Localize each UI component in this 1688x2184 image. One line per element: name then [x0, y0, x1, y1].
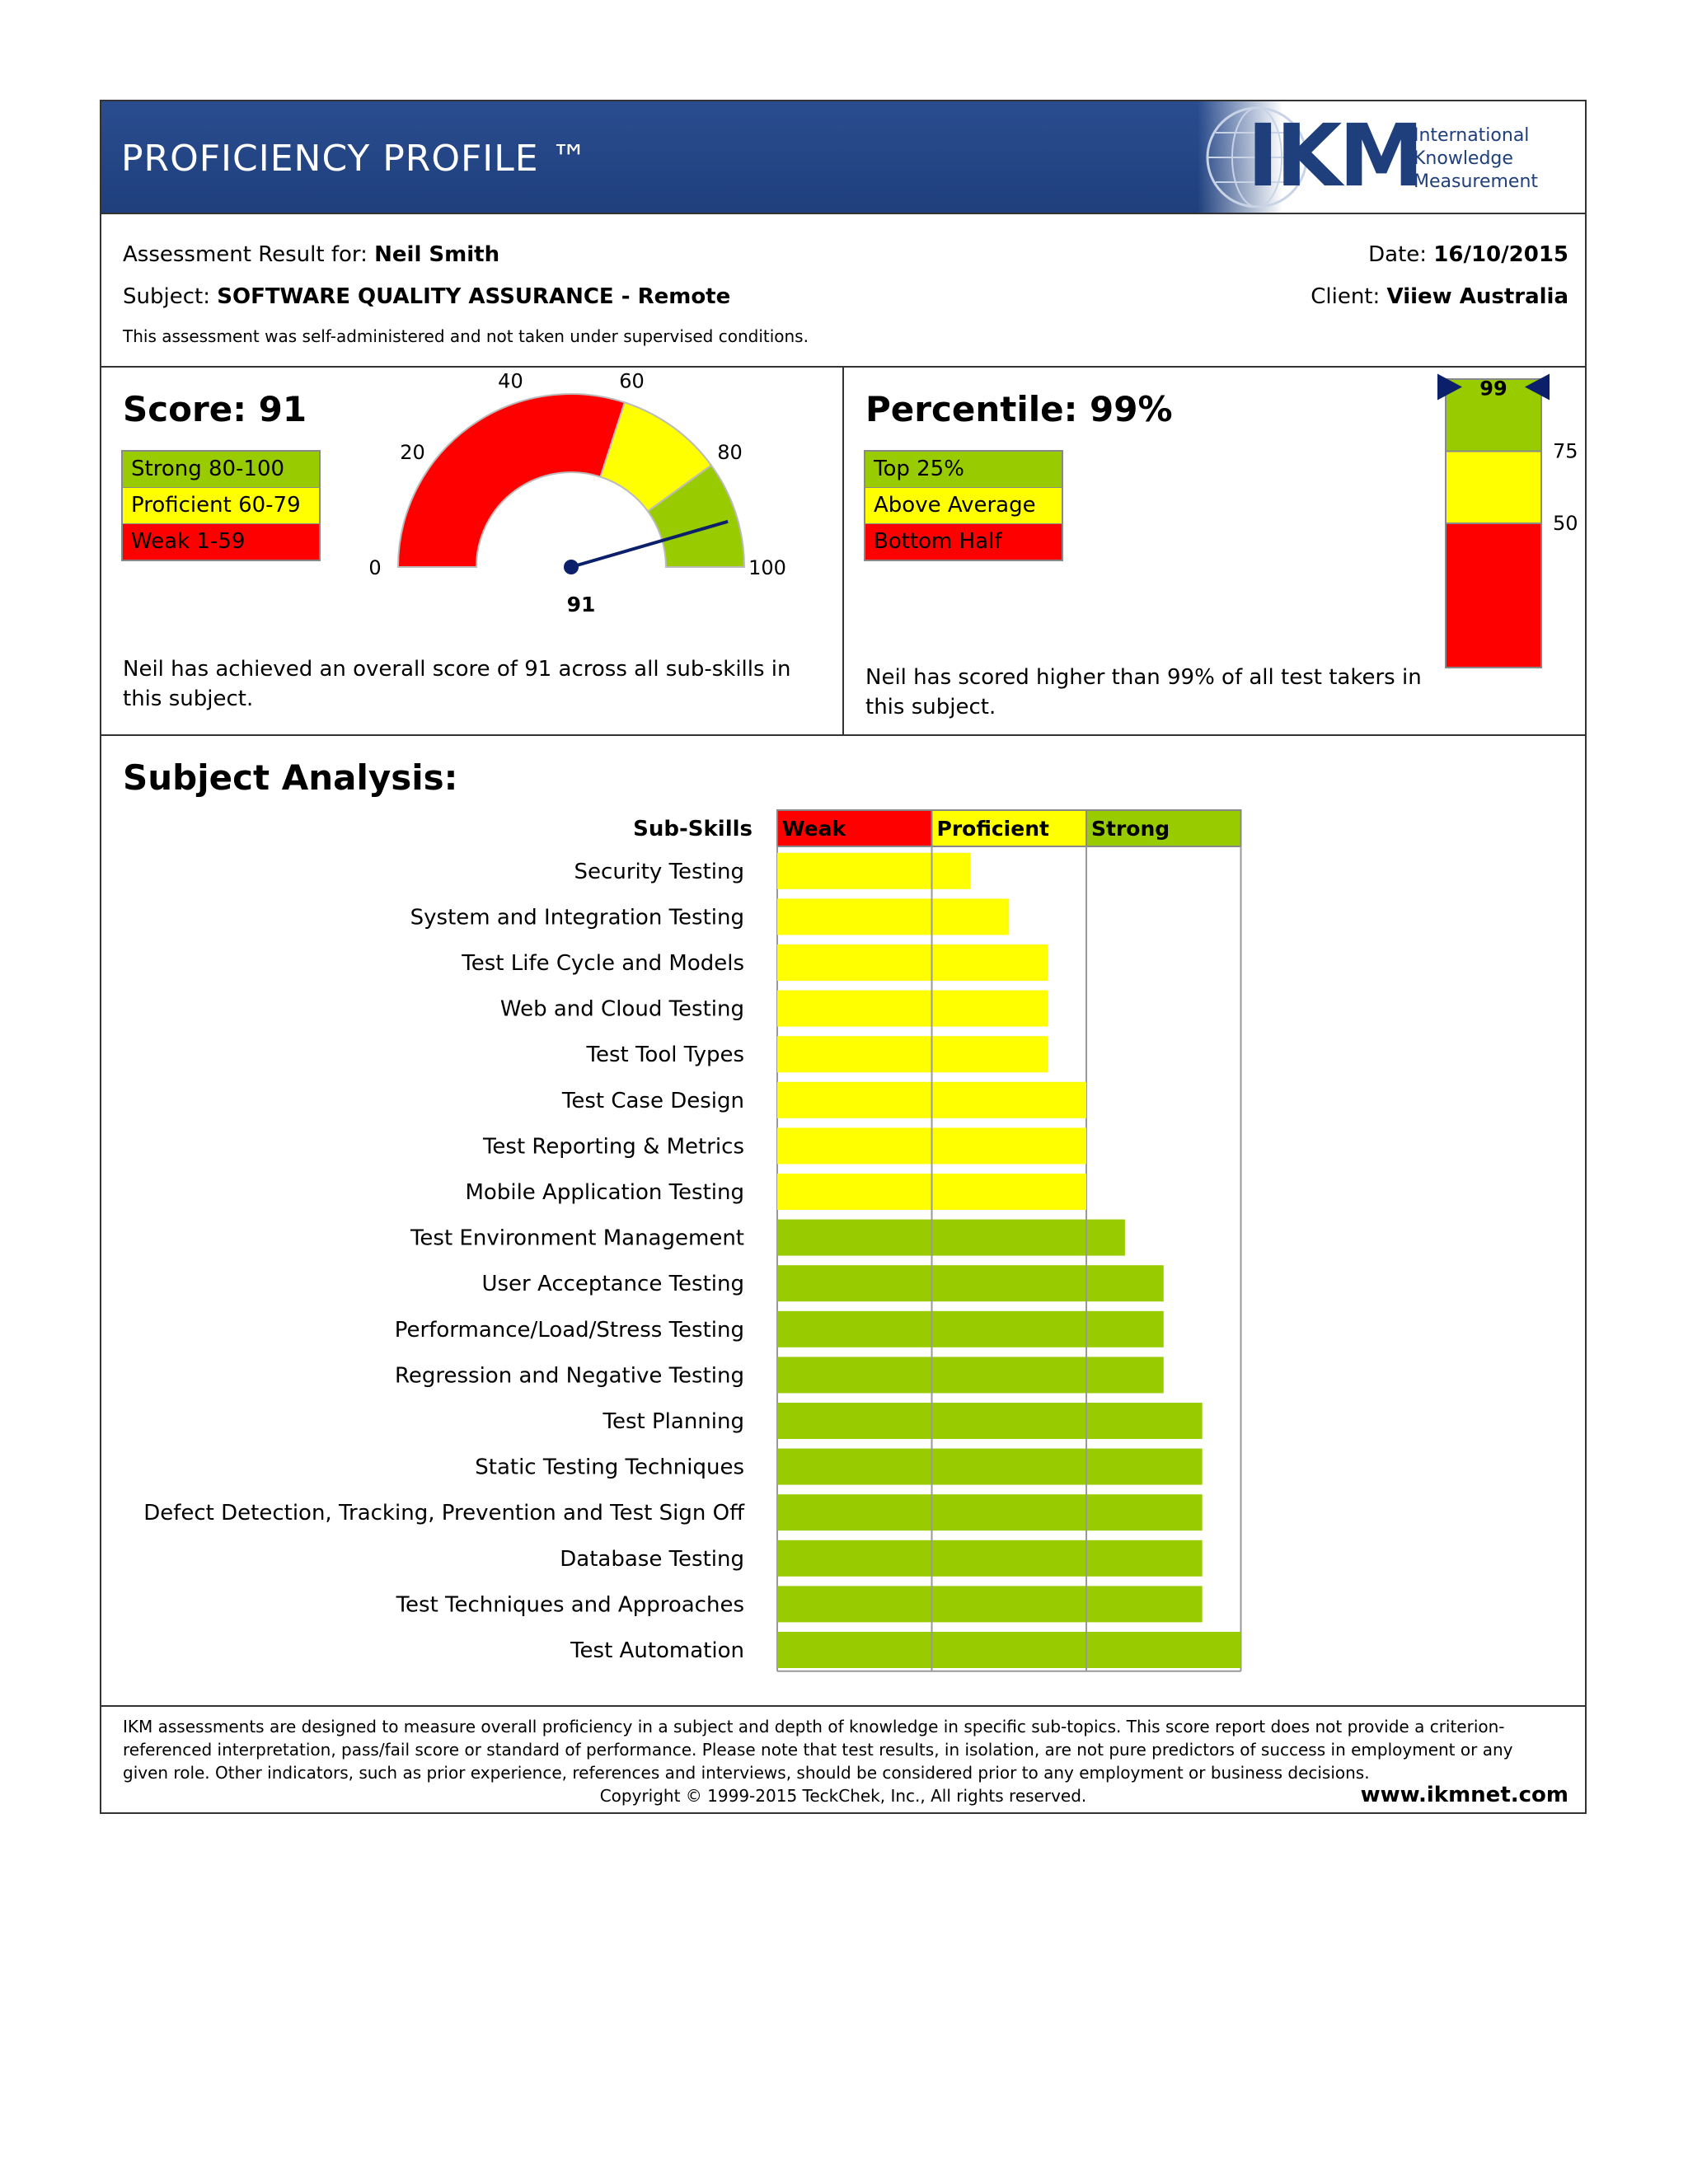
gauge-tick-label: 0: [368, 556, 382, 579]
skill-label: Mobile Application Testing: [465, 1180, 744, 1205]
skill-bar: [777, 1586, 1203, 1622]
gauge-tick-label: 40: [498, 369, 523, 393]
skill-label: Test Automation: [570, 1638, 744, 1663]
percentile-scale-label: 50: [1553, 512, 1578, 535]
legend-top: Top 25%: [865, 452, 1062, 488]
skill-bar: [777, 1311, 1164, 1347]
logo-line: International: [1414, 125, 1530, 146]
legend-weak: Weak 1-59: [123, 524, 319, 560]
subject-analysis: [101, 736, 1585, 1707]
skill-label: Test Case Design: [561, 1088, 744, 1113]
skill-bar: [777, 1403, 1203, 1439]
score-description: Neil has achieved an overall score of 91 across all sub-skills in this subject.: [123, 657, 791, 711]
skill-bar: [777, 898, 1009, 935]
report-title: PROFICIENCY PROFILE ™: [121, 138, 588, 180]
skill-label: System and Integration Testing: [410, 905, 744, 930]
skill-bar: [777, 1494, 1203, 1530]
skill-bar: [777, 944, 1048, 981]
candidate-row: [123, 242, 499, 267]
skill-label: Regression and Negative Testing: [394, 1363, 744, 1389]
band-header-label: Weak: [782, 817, 846, 841]
gauge-pivot: [564, 560, 579, 574]
supervision-note: This assessment was self-administered and not taken under supervised conditions.: [123, 326, 809, 346]
date-label: Date:: [1368, 242, 1428, 267]
skills-chart: [101, 810, 1585, 1684]
score-gauge: [368, 369, 786, 616]
report-footer: [101, 1705, 1585, 1812]
percentile-marker-label: 99: [1479, 377, 1507, 401]
percentile-description: Neil has scored higher than 99% of all test takers in this subject.: [865, 665, 1422, 719]
percentile-heading: Percentile: 99%: [865, 389, 1173, 429]
percentile-bottom-band: [1446, 523, 1541, 668]
skill-label: Defect Detection, Tracking, Prevention and Test Sign Off: [143, 1501, 744, 1526]
skill-label: Database Testing: [560, 1546, 744, 1572]
gauge-value-label: 91: [566, 593, 596, 616]
skill-label: Test Life Cycle and Models: [462, 951, 744, 976]
assessment-info: [101, 213, 1585, 368]
percentile-panel: [844, 368, 1585, 734]
skill-bar: [777, 1220, 1125, 1256]
date-value: 16/10/2015: [1433, 242, 1568, 267]
sub-skills-header: Sub-Skills: [633, 817, 753, 841]
skill-label: Web and Cloud Testing: [499, 996, 744, 1022]
date-row: [1368, 242, 1568, 267]
percentile-legend: [864, 450, 1063, 561]
skill-bar: [777, 1632, 1241, 1668]
subject-value: SOFTWARE QUALITY ASSURANCE - Remote: [217, 284, 731, 309]
gauge-tick-label: 60: [619, 369, 645, 393]
skill-label: User Acceptance Testing: [481, 1272, 744, 1297]
skill-label: Performance/Load/Stress Testing: [394, 1317, 744, 1343]
skill-label: Test Tool Types: [586, 1043, 744, 1068]
skill-label: Test Techniques and Approaches: [396, 1592, 744, 1618]
band-header-label: Proficient: [936, 817, 1049, 841]
skill-label: Test Planning: [603, 1409, 744, 1434]
gauge-tick-label: 100: [748, 556, 786, 579]
percentile-bar: [1413, 368, 1578, 697]
legend-strong: Strong 80-100: [123, 452, 319, 488]
skill-bar: [777, 1265, 1164, 1301]
skill-bar: [777, 1036, 1048, 1072]
skill-bar: [777, 1540, 1203, 1577]
score-panel: [101, 368, 844, 734]
report-header: [101, 101, 1585, 214]
skill-bar: [777, 853, 970, 889]
disclaimer: IKM assessments are designed to measure overall proficiency in a subject and depth of knowledge in specific sub-topics. This score report does not provide a criterion-referenced interpretation, pass/fail score or standard of performance. Please note that test results, in isolation, are not pure predictors of success in employment or any given role. Other indicators, such as prior experience, references and interviews, should be considered prior to any employment or business decisions.: [123, 1717, 1513, 1783]
copyright: Copyright © 1999-2015 TeckChek, Inc., All rights reserved.: [599, 1786, 1087, 1806]
skill-label: Test Reporting & Metrics: [482, 1134, 744, 1160]
percentile-above-average-band: [1446, 452, 1541, 524]
gauge-weak-band: [398, 394, 625, 567]
ikm-logo: [1198, 101, 1585, 213]
skill-bar: [777, 1357, 1164, 1393]
report-frame: [100, 100, 1587, 1814]
result-label: Assessment Result for:: [123, 242, 368, 267]
skill-label: Test Environment Management: [410, 1226, 744, 1251]
analysis-heading: Subject Analysis:: [123, 757, 458, 798]
legend-bottom-half: Bottom Half: [865, 524, 1062, 560]
score-heading: Score: 91: [123, 389, 307, 429]
client-label: Client:: [1311, 284, 1381, 309]
logo-line: Measurement: [1414, 171, 1539, 192]
candidate-name: Neil Smith: [374, 242, 500, 267]
skill-bar: [777, 1449, 1203, 1485]
skill-label: Security Testing: [574, 859, 744, 884]
client-value: Viiew Australia: [1386, 284, 1568, 309]
logo-line: Knowledge: [1414, 148, 1513, 169]
band-header-label: Strong: [1091, 817, 1170, 841]
skill-bar: [777, 991, 1048, 1027]
logo-mark: IKM: [1247, 105, 1421, 206]
score-legend: [121, 450, 321, 561]
subject-row: [123, 284, 730, 309]
gauge-tick-label: 20: [400, 441, 425, 465]
legend-above-average: Above Average: [865, 488, 1062, 524]
legend-proficient: Proficient 60-79: [123, 488, 319, 524]
website-link[interactable]: www.ikmnet.com: [1360, 1783, 1568, 1807]
client-row: [1311, 284, 1568, 309]
skill-label: Static Testing Techniques: [475, 1455, 744, 1480]
gauge-tick-label: 80: [717, 441, 743, 465]
subject-label: Subject:: [123, 284, 210, 309]
percentile-scale-label: 75: [1553, 439, 1578, 463]
logo-wordmark: [1414, 124, 1538, 194]
